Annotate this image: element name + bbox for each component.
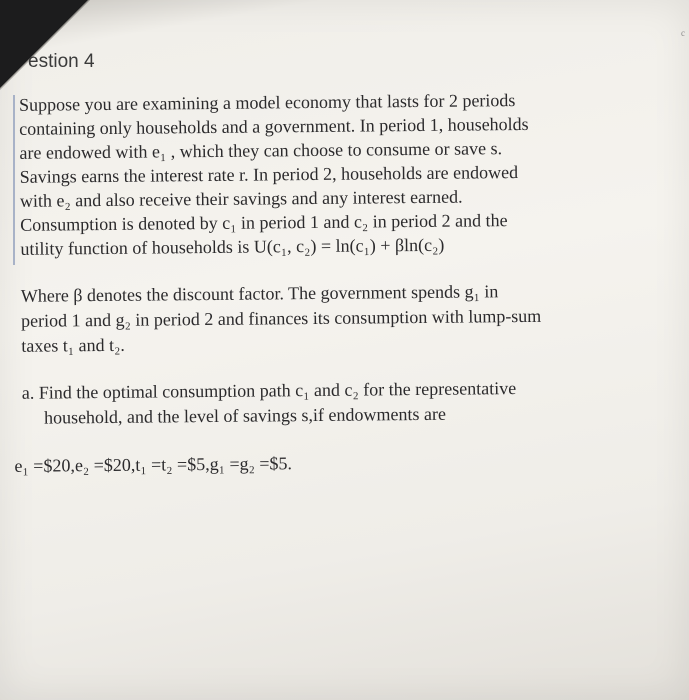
values-line: e₁ =$20,e₂ =$20,t₁ =t₂ =$5,g₁ =g₂ =$5. <box>14 453 293 476</box>
paragraph2-line: Where β denotes the discount factor. The government spends g₁ in <box>20 281 499 306</box>
part-a-line: a. Find the optimal consumption path c₁ and c₂ for the representative <box>21 378 517 403</box>
question-label: estion 4 <box>28 51 95 72</box>
paragraph1-line: are endowed with e₁ , which they can choose to consume or save s. <box>19 138 503 163</box>
paragraph2-line: period 1 and g₂ in period 2 and finances its consumption with lump-sum <box>20 305 542 331</box>
paragraph1-line: containing only households and a government. In period 1, households <box>19 113 529 139</box>
paragraph1-line: Savings earns the interest rate r. In period 2, households are endowed <box>19 162 519 187</box>
paragraph1-line: with e₂ and also receive their savings and any interest earned. <box>19 186 463 211</box>
paragraph1-line: Consumption is denoted by c₁ in period 1 and c₂ in period 2 and the <box>20 210 508 235</box>
part-a-line: household, and the level of savings s,if endowments are <box>43 403 446 428</box>
paragraph2-line: taxes t₁ and t₂. <box>21 334 125 356</box>
edge-mark: c <box>681 28 685 38</box>
paragraph1-line: utility function of households is U(c₁, c₂) = ln(c₁) + βln(c₂) <box>20 234 445 259</box>
paragraph1-line: Suppose you are examining a model economy that lasts for 2 periods <box>18 90 516 115</box>
